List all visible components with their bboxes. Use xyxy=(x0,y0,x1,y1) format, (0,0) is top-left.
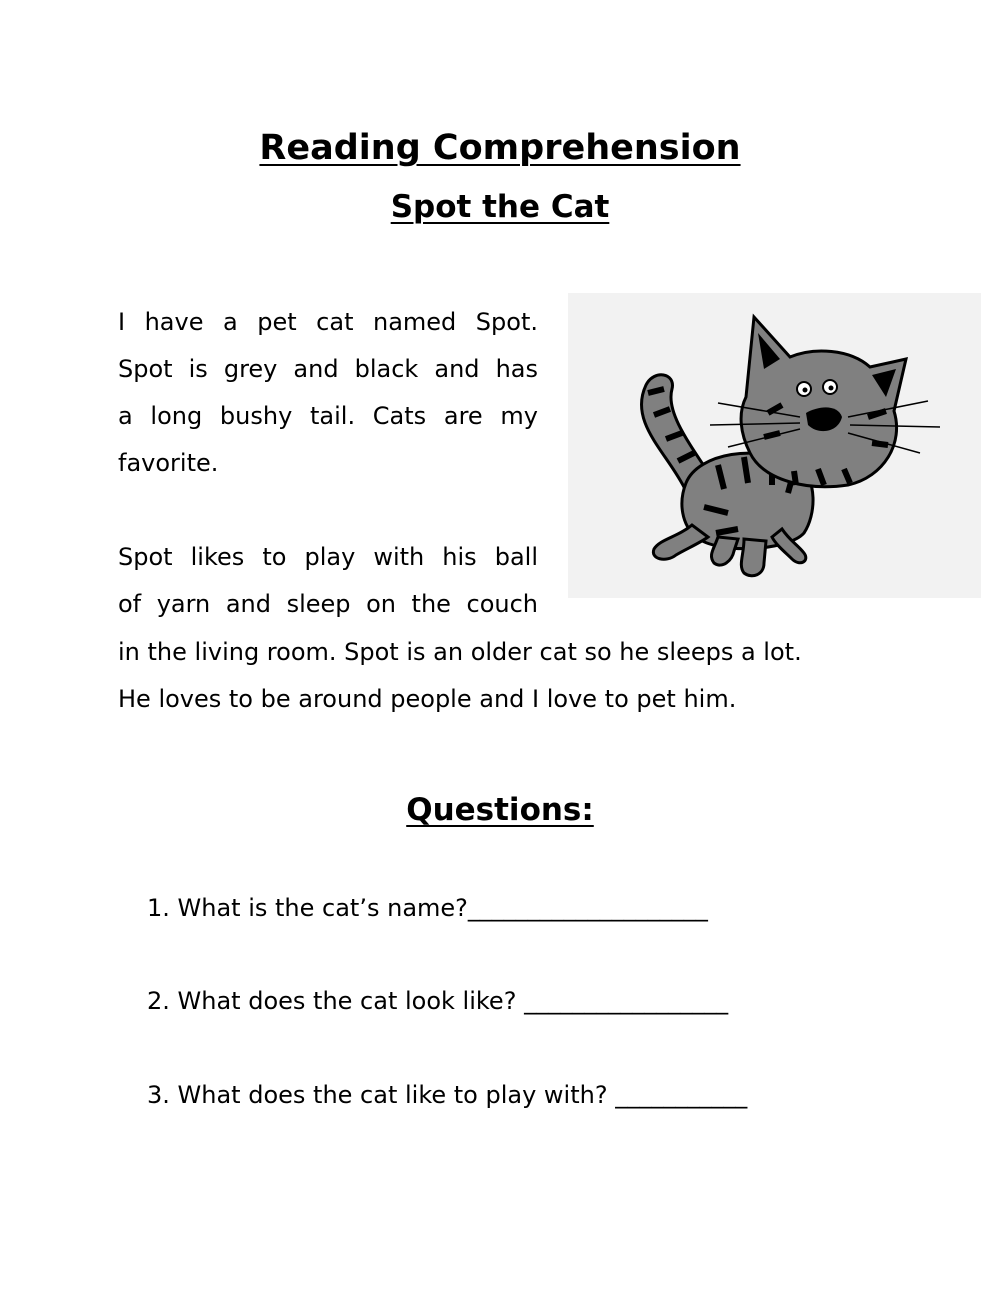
story-title: Spot the Cat xyxy=(390,189,610,225)
story-line: He loves to be around people and I love to pet him. xyxy=(118,685,737,713)
story-line: Spot is grey and black and has xyxy=(118,355,538,383)
story-line: a long bushy tail. Cats are my xyxy=(118,402,538,430)
question-item: 3. What does the cat like to play with? ___________ xyxy=(147,1081,748,1109)
story-line: Spot likes to play with his ball xyxy=(118,543,538,571)
question-item: 2. What does the cat look like? _________________ xyxy=(147,987,729,1015)
story-line: in the living room. Spot is an older cat so he sleeps a lot. xyxy=(118,638,802,666)
question-item: 1. What is the cat’s name?____________________ xyxy=(147,894,708,922)
story-line: I have a pet cat named Spot. xyxy=(118,308,538,336)
page-title: Reading Comprehension xyxy=(259,128,741,168)
story-line: of yarn and sleep on the couch xyxy=(118,590,538,618)
cat-illustration xyxy=(568,293,981,598)
story-line: favorite. xyxy=(118,449,219,477)
questions-heading: Questions: xyxy=(406,792,594,828)
cartoon-cat-icon xyxy=(568,293,981,598)
